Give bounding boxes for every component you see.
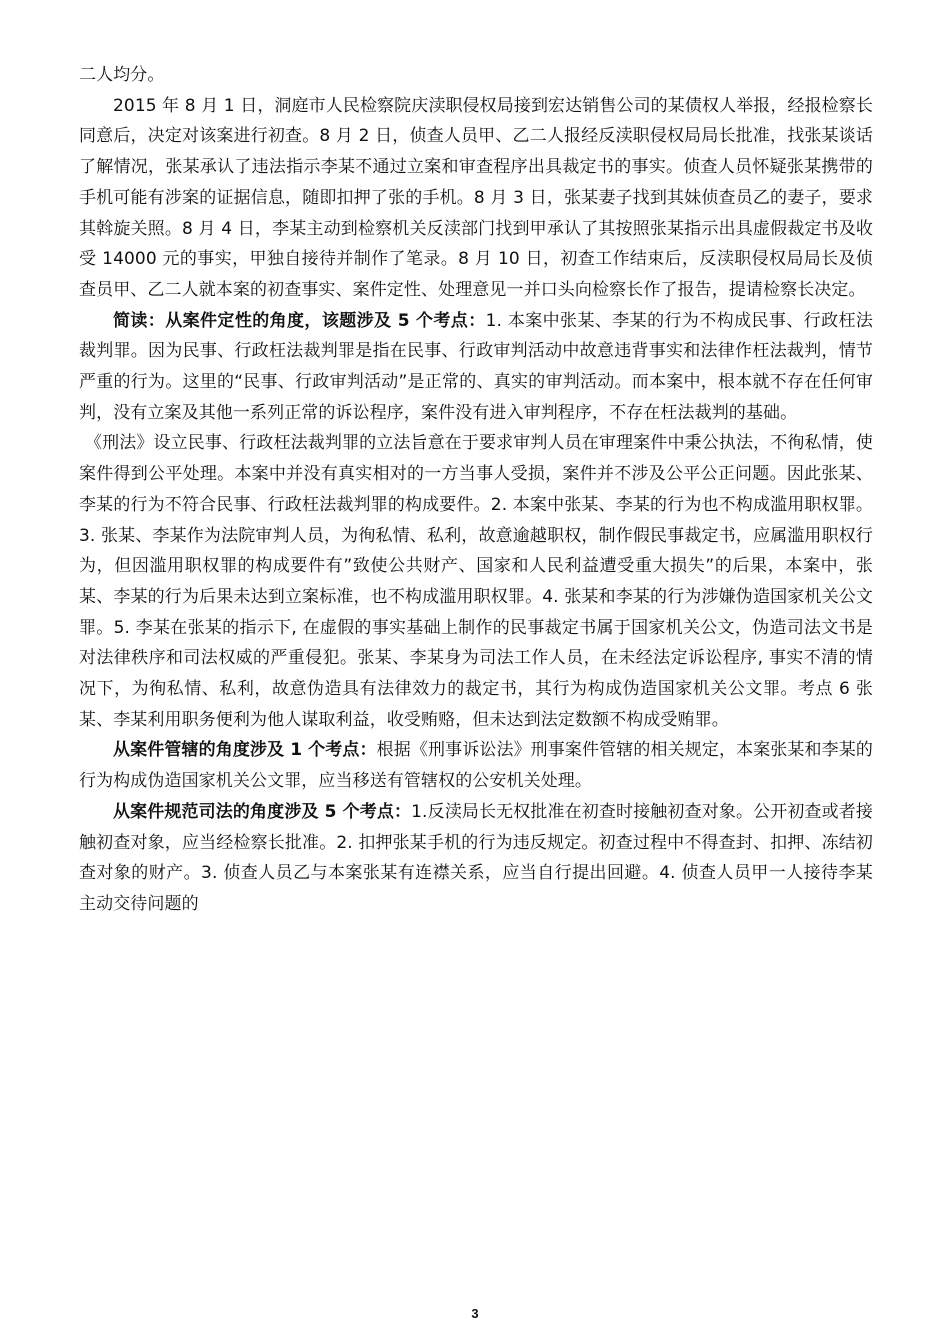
paragraph-jurisdiction <box>79 735 873 796</box>
paragraph-procedure <box>79 797 873 920</box>
paragraph-lead: 从案件规范司法的角度涉及 5 个考点： <box>113 801 412 822</box>
page-number: 3 <box>471 1306 479 1321</box>
paragraph-case-nature <box>79 306 873 429</box>
paragraph-text: 《刑法》设立民事、行政枉法裁判罪的立法旨意在于要求审判人员在审理案件中秉公执法，不徇私情，使案件得到公平处理。本案中并没有真实相对的一方当事人受损，案件并不涉及公平公正问题。因此张某、李某的行为不符合民事、行政枉法裁判罪的构成要件。2. 本案中张某、李某的行为也不构成滥用职权罪。3. 张某、李某作为法院审判人员，为徇私情、私利，故意逾越职权，制作假民事裁定书，应属滥用职权行为，但因滥用职权罪的构成要件有”致使公共财产、国家和人民利益遭受重大损失”的后果，本案中，张某、李某的行为后果未达到立案标准，也不构成滥用职权罪。4. 张某和李某的行为涉嫌伪造国家机关公文罪。5. 李某在张某的指示下, 在虚假的事实基础上制作的民事裁定书属于国家机关公文，伪造司法文书是对法律秩序和司法权威的严重侵犯。张某、李某身为司法工作人员，在未经法定诉讼程序, 事实不清的情况下，为徇私情、私利，故意伪造具有法律效力的裁定书，其行为构成伪造国家机关公文罪。考点 6 张某、李某利用职务便利为他人谋取利益，收受贿赂，但未达到法定数额不构成受贿罪。 <box>79 433 873 730</box>
document-body <box>79 60 873 920</box>
paragraph-text: 二人均分。 <box>79 65 165 85</box>
paragraph-case-facts <box>79 91 873 306</box>
paragraph-text: 根据《刑事诉讼法》刑事案件管辖的相关规定，本案张某和李某的行为构成伪造国家机关公文罪，应当移送有管辖权的公安机关处理。 <box>79 740 873 792</box>
paragraph-text: 1.反渎局长无权批准在初查时接触初查对象。公开初查或者接触初查对象，应当经检察长批准。2. 扣押张某手机的行为违反规定。初查过程中不得查封、扣押、冻结初查对象的财产。3. 侦查人员乙与本案张某有连襟关系，应当自行提出回避。4. 侦查人员甲一人接待李某主动交待问题的 <box>79 801 873 914</box>
paragraph-text: 1. 本案中张某、李某的行为不构成民事、行政枉法裁判罪。因为民事、行政枉法裁判罪是指在民事、行政审判活动中故意违背事实和法律作枉法裁判，情节严重的行为。这里的“民事、行政审判活动”是正常的、真实的审判活动。而本案中，根本就不存在任何审判，没有立案及其他一系列正常的诉讼程序，案件没有进入审判程序，不存在枉法裁判的基础。 <box>79 310 873 423</box>
paragraph-continuation <box>79 60 873 91</box>
paragraph-text: 2015 年 8 月 1 日，洞庭市人民检察院庆渎职侵权局接到宏达销售公司的某债权人举报，经报检察长同意后，决定对该案进行初查。8 月 2 日，侦查人员甲、乙二人报经反渎职侵权局局长批准，找张某谈话了解情况，张某承认了违法指示李某不通过立案和审查程序出具裁定书的事实。侦查人员怀疑张某携带的手机可能有涉案的证据信息，随即扣押了张的手机。8 月 3 日，张某妻子找到其妹侦查员乙的妻子，要求其斡旋关照。8 月 4 日，李某主动到检察机关反渎部门找到甲承认了其按照张某指示出具虚假裁定书及收受 14000 元的事实，甲独自接待并制作了笔录。8 月 10 日，初查工作结束后，反渎职侵权局局长及侦查员甲、乙二人就本案的初查事实、案件定性、处理意见一并口头向检察长作了报告，提请检察长决定。 <box>79 95 873 300</box>
paragraph-criminal-law <box>79 428 873 735</box>
paragraph-lead: 简读：从案件定性的角度，该题涉及 5 个考点： <box>113 310 486 331</box>
paragraph-lead: 从案件管辖的角度涉及 1 个考点： <box>113 740 377 761</box>
